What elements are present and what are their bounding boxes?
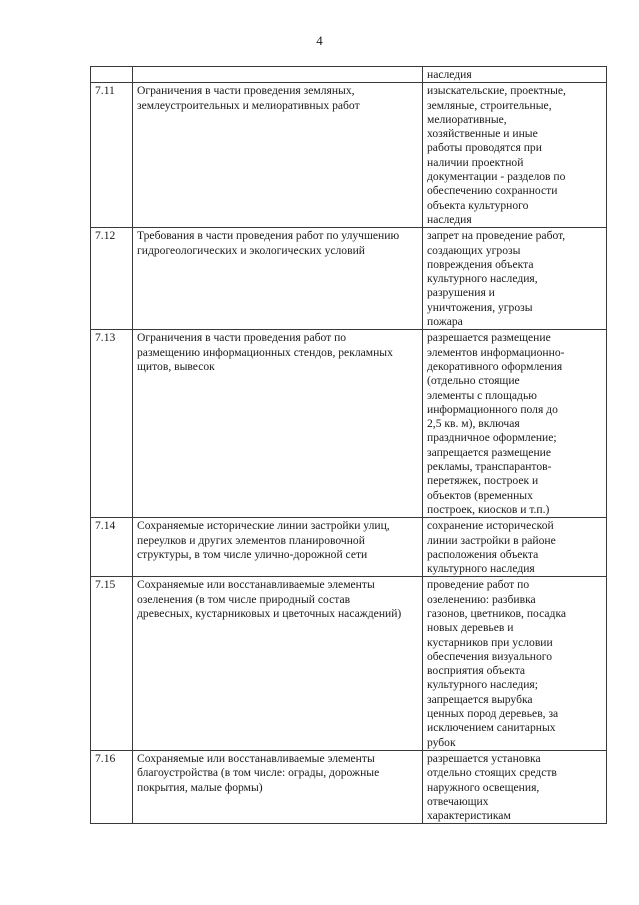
requirement-cell	[423, 67, 607, 83]
table-row	[91, 330, 607, 518]
description-cell	[133, 330, 423, 518]
requirement-line: запрет на проведение работ,	[427, 229, 566, 243]
description-line: Ограничения в части проведения работ по	[137, 331, 347, 345]
requirement-line: исключением санитарных	[427, 721, 556, 735]
requirement-line: документации - разделов по	[427, 170, 566, 184]
requirement-line: уничтожения, угрозы	[427, 300, 533, 314]
requirement-line: создающих угрозы	[427, 243, 521, 257]
description-cell	[133, 228, 423, 330]
requirement-line: новых деревьев и	[427, 621, 514, 635]
description-cell	[133, 577, 423, 751]
requirement-cell	[423, 330, 607, 518]
description-line: покрытия, малые формы)	[137, 780, 263, 794]
requirement-line: наследия	[427, 212, 472, 226]
requirement-line: праздничное оформление;	[427, 431, 557, 445]
description-line: Сохраняемые исторические линии застройки улиц,	[137, 519, 390, 533]
requirement-line: элементов информационно-	[427, 345, 565, 359]
requirement-line: газонов, цветников, посадка	[427, 606, 567, 620]
requirement-line: декоративного оформления	[427, 359, 563, 373]
requirement-line: объектов (временных	[427, 488, 533, 502]
row-number-cell: 7.14	[91, 518, 133, 577]
requirement-line: пожара	[427, 315, 463, 329]
requirement-line: работы проводятся при	[427, 141, 542, 155]
requirement-line: элементы с площадью	[427, 388, 537, 402]
description-line: Сохраняемые или восстанавливаемые элементы	[137, 578, 375, 592]
requirement-line: культурного наследия;	[427, 678, 538, 692]
requirement-cell	[423, 83, 607, 228]
description-line: Требования в части проведения работ по улучшению	[137, 229, 400, 243]
requirement-line: (отдельно стоящие	[427, 374, 520, 388]
description-line: структуры, в том числе улично-дорожной сети	[137, 547, 368, 561]
row-number-cell: 7.12	[91, 228, 133, 330]
requirement-line: повреждения объекта	[427, 257, 534, 271]
description-line: гидрогеологических и экологических условий	[137, 243, 365, 257]
row-number-cell: 7.16	[91, 750, 133, 823]
requirement-line: запрещается вырубка	[427, 692, 533, 706]
table-row	[91, 83, 607, 228]
table-row	[91, 228, 607, 330]
description-line: благоустройства (в том числе: ограды, дорожные	[137, 766, 380, 780]
row-number-cell	[91, 67, 133, 83]
requirement-line: проведение работ по	[427, 578, 530, 592]
table-row	[91, 750, 607, 823]
requirement-line: рекламы, транспарантов-	[427, 460, 552, 474]
description-line: землеустроительных и мелиоративных работ	[137, 98, 360, 112]
requirement-line: наличии проектной	[427, 155, 524, 169]
requirement-line: линии застройки в районе	[427, 533, 556, 547]
requirement-line: земляные, строительные,	[427, 98, 552, 112]
requirement-line: кустарников при условии	[427, 635, 553, 649]
requirement-cell	[423, 750, 607, 823]
requirement-cell	[423, 518, 607, 577]
table-row	[91, 67, 607, 83]
requirement-line: культурного наследия	[427, 562, 535, 576]
requirement-line: построек, киосков и т.п.)	[427, 502, 550, 516]
requirement-line: озеленению: разбивка	[427, 592, 536, 606]
description-line: размещению информационных стендов, рекламных	[137, 345, 393, 359]
description-line: Сохраняемые или восстанавливаемые элементы	[137, 751, 375, 765]
requirement-line: расположения объекта	[427, 547, 539, 561]
table-row	[91, 577, 607, 751]
requirement-line: восприятия объекта	[427, 664, 526, 678]
row-number-cell: 7.15	[91, 577, 133, 751]
regulations-table	[90, 66, 607, 824]
requirement-line: разрешается установка	[427, 751, 541, 765]
requirement-line: наследия	[427, 68, 472, 81]
description-line: щитов, вывесок	[137, 359, 215, 373]
description-line: озеленения (в том числе природный состав	[137, 592, 351, 606]
requirement-line: запрещается размещение	[427, 445, 551, 459]
requirement-cell	[423, 577, 607, 751]
requirement-line: культурного наследия,	[427, 272, 538, 286]
requirement-line: объекта культурного	[427, 198, 529, 212]
requirement-line: мелиоративные,	[427, 112, 507, 126]
requirement-line: обеспечению сохранности	[427, 184, 558, 198]
requirement-line: ценных пород деревьев, за	[427, 707, 559, 721]
description-line: переулков и других элементов планировочной	[137, 533, 365, 547]
requirement-line: разрешается размещение	[427, 331, 551, 345]
requirement-line: 2,5 кв. м), включая	[427, 417, 520, 431]
description-line: Ограничения в части проведения земляных,	[137, 84, 355, 98]
requirement-line: обеспечения визуального	[427, 649, 553, 663]
requirement-line: отдельно стоящих средств	[427, 766, 557, 780]
requirement-cell	[423, 228, 607, 330]
description-cell	[133, 67, 423, 83]
requirement-line: хозяйственные и иные	[427, 127, 538, 141]
description-cell	[133, 83, 423, 228]
page-number: 4	[316, 33, 323, 48]
table-row	[91, 518, 607, 577]
requirement-line: рубок	[427, 735, 456, 749]
description-line: древесных, кустарниковых и цветочных насаждений)	[137, 606, 402, 620]
requirement-line: разрушения и	[427, 286, 495, 300]
requirement-line: отвечающих	[427, 794, 489, 808]
requirement-line: информационного поля до	[427, 402, 558, 416]
description-cell	[133, 518, 423, 577]
requirement-line: изыскательские, проектные,	[427, 84, 566, 98]
requirement-line: перетяжек, построек и	[427, 474, 539, 488]
row-number-cell: 7.11	[91, 83, 133, 228]
requirement-line: характеристикам	[427, 809, 511, 823]
requirement-line: сохранение исторической	[427, 519, 554, 533]
table-body	[91, 67, 607, 824]
description-cell	[133, 750, 423, 823]
row-number-cell: 7.13	[91, 330, 133, 518]
requirement-line: наружного освещения,	[427, 780, 540, 794]
